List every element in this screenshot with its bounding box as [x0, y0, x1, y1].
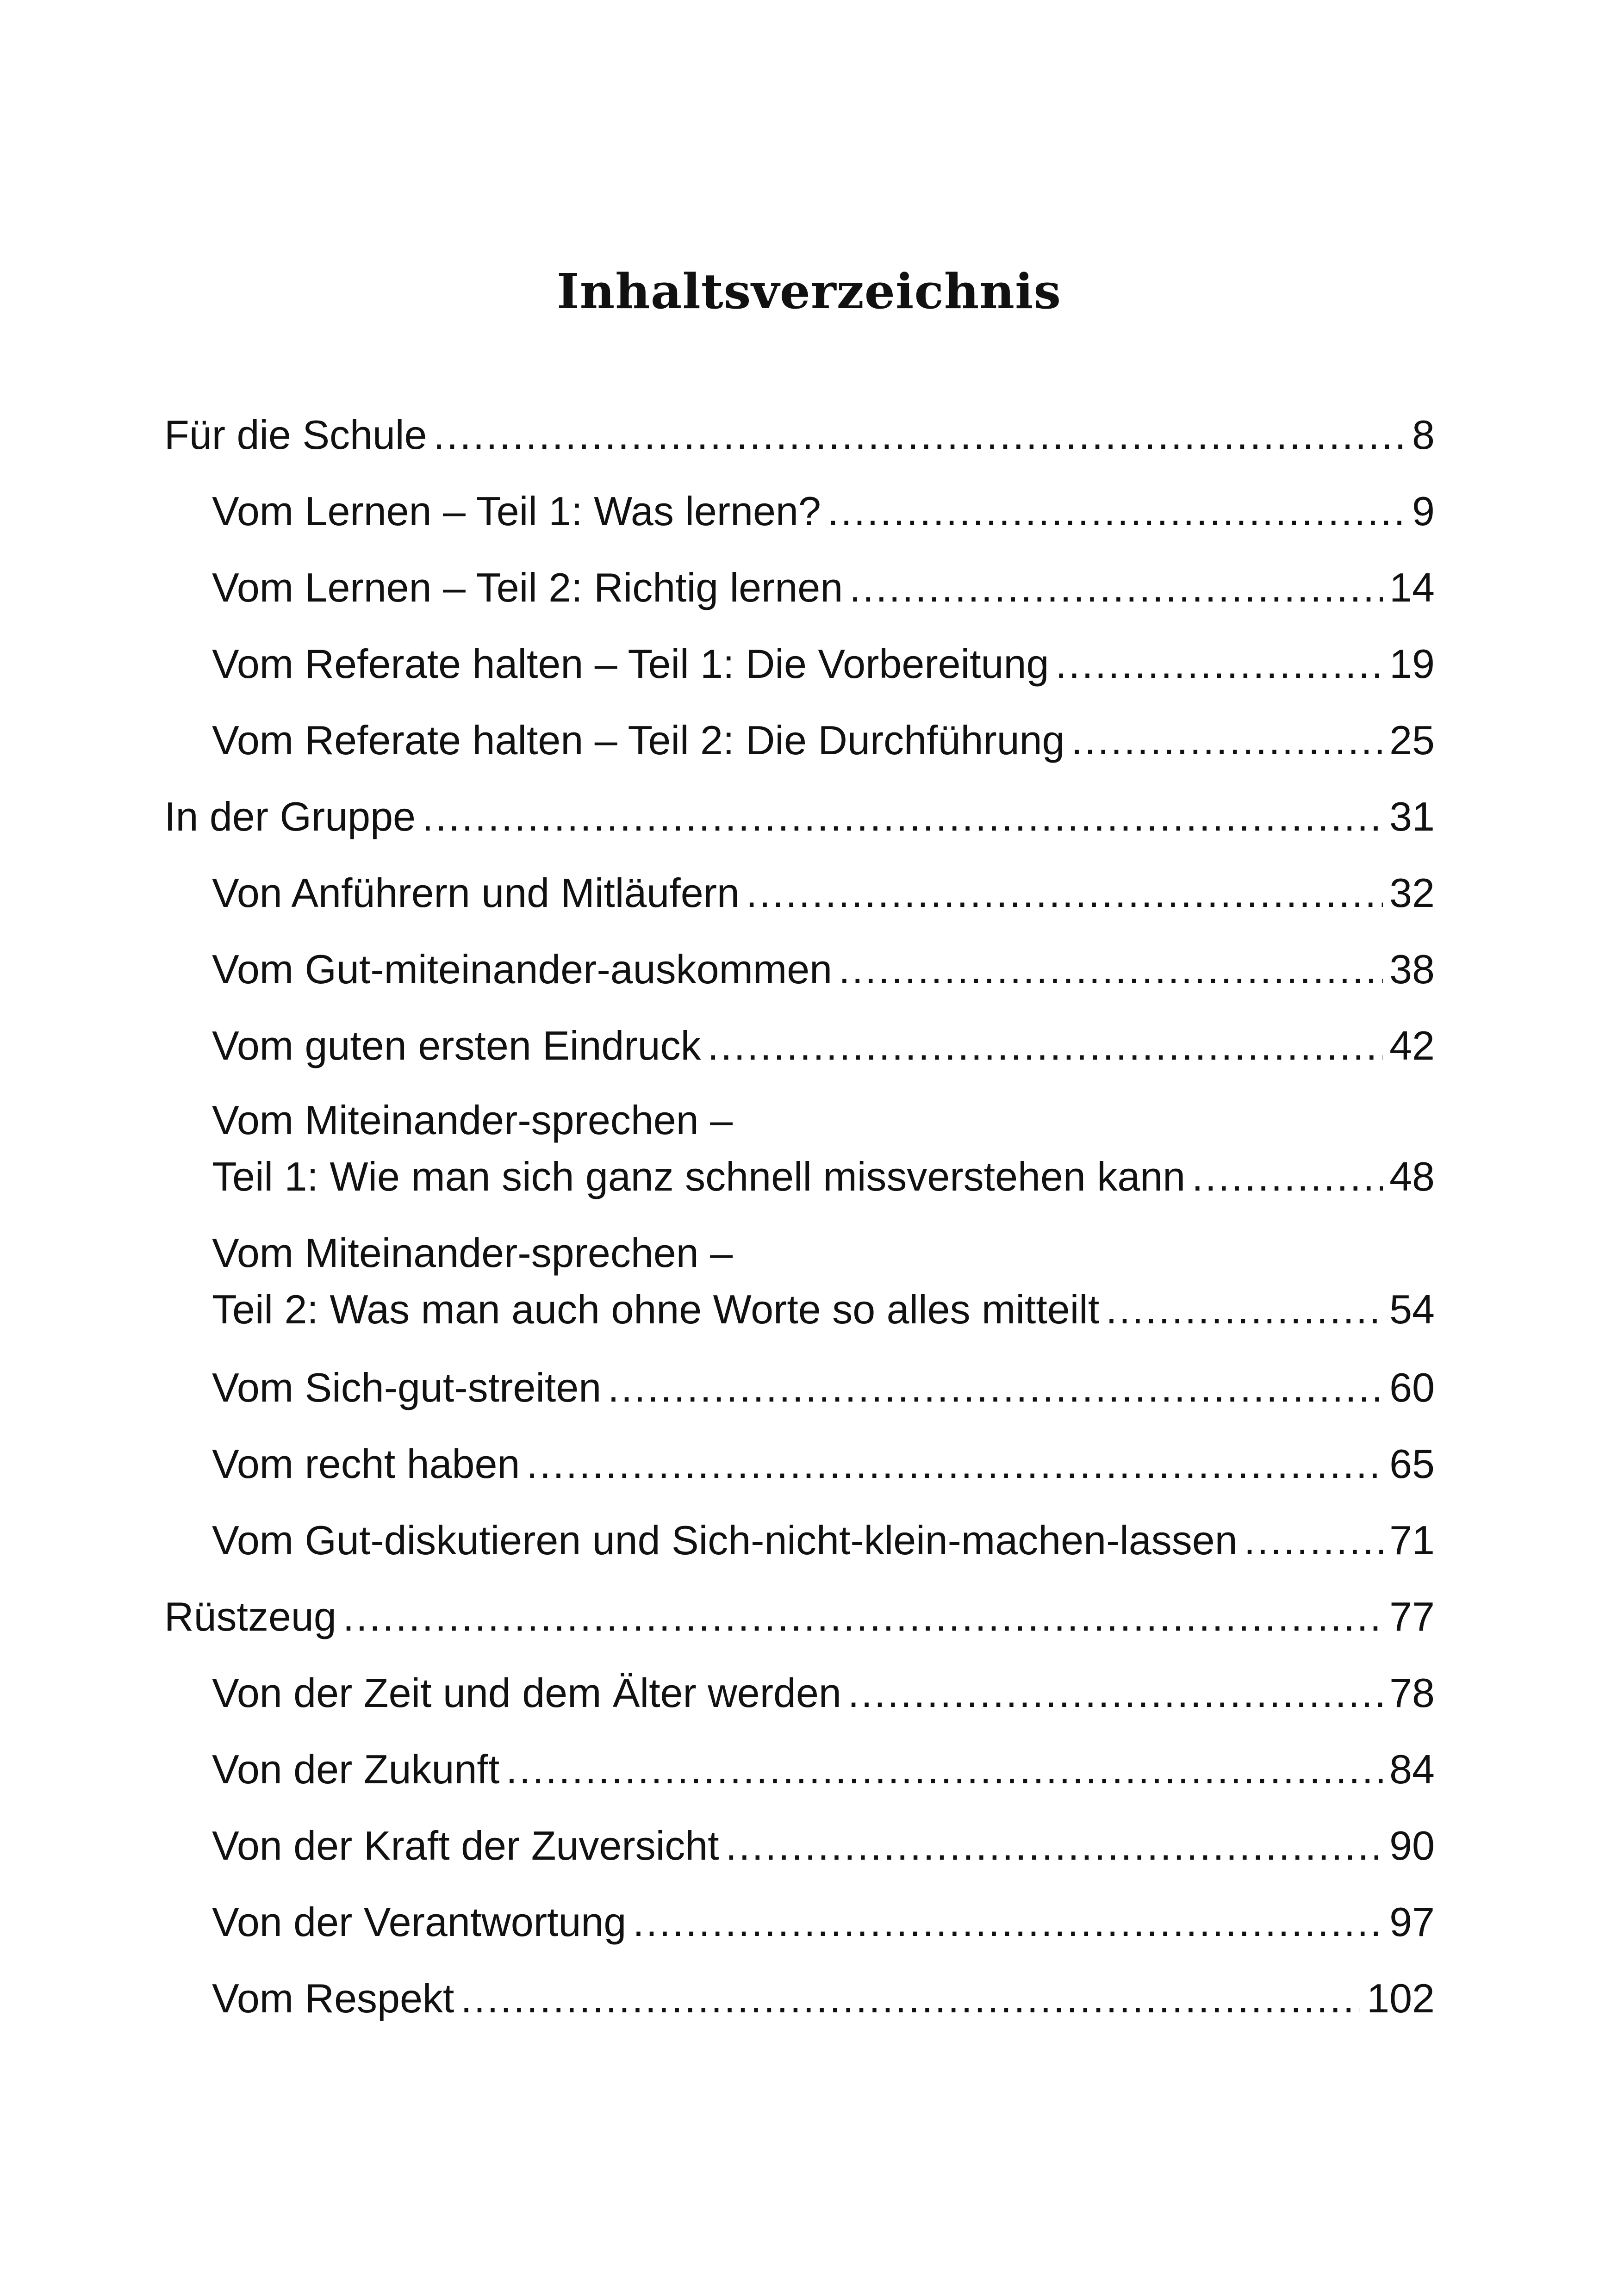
toc-page-number: 60: [1389, 1365, 1435, 1410]
dot-leader: [1071, 710, 1383, 770]
dot-leader: [422, 787, 1383, 847]
dot-leader: [1106, 1281, 1383, 1338]
toc-subentry[interactable]: [164, 634, 1435, 710]
toc-subentry[interactable]: [164, 1663, 1435, 1739]
toc-entry-first-line: [212, 1092, 1435, 1148]
toc-entry-title: Vom Lernen – Teil 2: Richtig lernen: [212, 565, 843, 610]
toc-entry-title: Vom Respekt: [212, 1975, 454, 2021]
toc-page-number: 48: [1389, 1154, 1435, 1199]
toc-page-number: 102: [1367, 1975, 1435, 2021]
toc-entry-title: Vom Sich-gut-streiten: [212, 1365, 602, 1410]
toc-entry-title: Für die Schule: [164, 412, 427, 458]
dot-leader: [1192, 1148, 1383, 1205]
dot-leader: [849, 558, 1383, 618]
dot-leader: [848, 1663, 1383, 1723]
toc-subentry[interactable]: [164, 1739, 1435, 1816]
dot-leader: [828, 481, 1406, 541]
toc-section-entry[interactable]: [164, 787, 1435, 863]
toc-page-number: 25: [1389, 717, 1435, 763]
toc-entry-second-line: [212, 1148, 1435, 1205]
toc-entry-title: Rüstzeug: [164, 1594, 336, 1639]
toc-subentry[interactable]: [164, 1434, 1435, 1510]
toc-subentry[interactable]: [164, 1358, 1435, 1434]
dot-leader: [1055, 634, 1383, 694]
dot-leader: [708, 1016, 1383, 1076]
dot-leader: [608, 1358, 1383, 1418]
dot-leader: [506, 1739, 1383, 1800]
toc-page-number: 71: [1389, 1517, 1435, 1563]
toc-subentry[interactable]: [164, 558, 1435, 634]
toc-entry-title: Von der Kraft der Zuversicht: [212, 1823, 719, 1868]
dot-leader: [461, 1968, 1360, 2029]
toc-subentry[interactable]: [164, 1510, 1435, 1587]
toc-subentry[interactable]: [164, 1225, 1435, 1358]
toc-entry-title: Von der Zeit und dem Älter werden: [212, 1670, 841, 1716]
toc-page-number: 42: [1389, 1023, 1435, 1068]
toc-entry-title: Von der Zukunft: [212, 1746, 500, 1792]
toc-subentry[interactable]: [164, 1816, 1435, 1892]
toc-page-number: 65: [1389, 1441, 1435, 1487]
toc-entry-title: Vom Referate halten – Teil 1: Die Vorbereitung: [212, 641, 1049, 687]
toc-entry-second-line: [212, 1281, 1435, 1338]
toc-page-number: 8: [1412, 412, 1435, 458]
toc-section-entry[interactable]: [164, 405, 1435, 481]
toc-entry-title: Von der Verantwortung: [212, 1899, 627, 1945]
toc-entry-title: Von Anführern und Mitläufern: [212, 870, 740, 916]
toc-subentry[interactable]: [164, 1892, 1435, 1968]
dot-leader: [839, 939, 1383, 999]
toc-subentry[interactable]: [164, 1016, 1435, 1092]
toc-page-number: 78: [1389, 1670, 1435, 1716]
toc-subentry[interactable]: [164, 939, 1435, 1016]
toc-entry-title: In der Gruppe: [164, 794, 416, 839]
toc-entry-title: Teil 1: Wie man sich ganz schnell missverstehen kann: [212, 1154, 1186, 1199]
dot-leader: [1244, 1510, 1383, 1570]
toc-subentry[interactable]: [164, 1092, 1435, 1225]
toc-entry-title: Vom Referate halten – Teil 2: Die Durchführung: [212, 717, 1065, 763]
toc-page-number: 97: [1389, 1899, 1435, 1945]
toc-subentry[interactable]: [164, 863, 1435, 939]
toc-subentry[interactable]: [164, 710, 1435, 787]
toc-entry-title: Teil 2: Was man auch ohne Worte so alles mitteilt: [212, 1286, 1100, 1332]
toc-page-number: 54: [1389, 1286, 1435, 1332]
toc-entry-title: Vom recht haben: [212, 1441, 520, 1487]
toc-page-number: 19: [1389, 641, 1435, 687]
dot-leader: [526, 1434, 1383, 1494]
toc-entry-first-line: [212, 1225, 1435, 1281]
dot-leader: [433, 405, 1406, 465]
toc-entry-title: Vom Gut-diskutieren und Sich-nicht-klein-machen-lassen: [212, 1517, 1238, 1563]
toc-entry-title-line1: Vom Miteinander-sprechen –: [212, 1097, 733, 1143]
dot-leader: [746, 863, 1383, 923]
toc-entry-title-line1: Vom Miteinander-sprechen –: [212, 1230, 733, 1276]
toc-page-number: 9: [1412, 488, 1435, 534]
toc-entry-title: Vom Gut-miteinander-auskommen: [212, 946, 833, 992]
toc-page-number: 84: [1389, 1746, 1435, 1792]
dot-leader: [726, 1816, 1383, 1876]
toc-entry-title: Vom Lernen – Teil 1: Was lernen?: [212, 488, 821, 534]
dot-leader: [633, 1892, 1383, 1952]
toc-subentry[interactable]: [164, 1968, 1435, 2045]
page-title: Inhaltsverzeichnis: [556, 263, 1062, 320]
toc-section-entry[interactable]: [164, 1587, 1435, 1663]
toc-page-number: 77: [1389, 1594, 1435, 1639]
toc-page-number: 32: [1389, 870, 1435, 916]
dot-leader: [343, 1587, 1383, 1647]
toc-page-number: 90: [1389, 1823, 1435, 1868]
toc-entry-title: Vom guten ersten Eindruck: [212, 1023, 701, 1068]
table-of-contents: [164, 405, 1435, 2045]
toc-subentry[interactable]: [164, 481, 1435, 558]
toc-page-number: 31: [1389, 794, 1435, 839]
toc-page-number: 14: [1389, 565, 1435, 610]
toc-page-number: 38: [1389, 946, 1435, 992]
